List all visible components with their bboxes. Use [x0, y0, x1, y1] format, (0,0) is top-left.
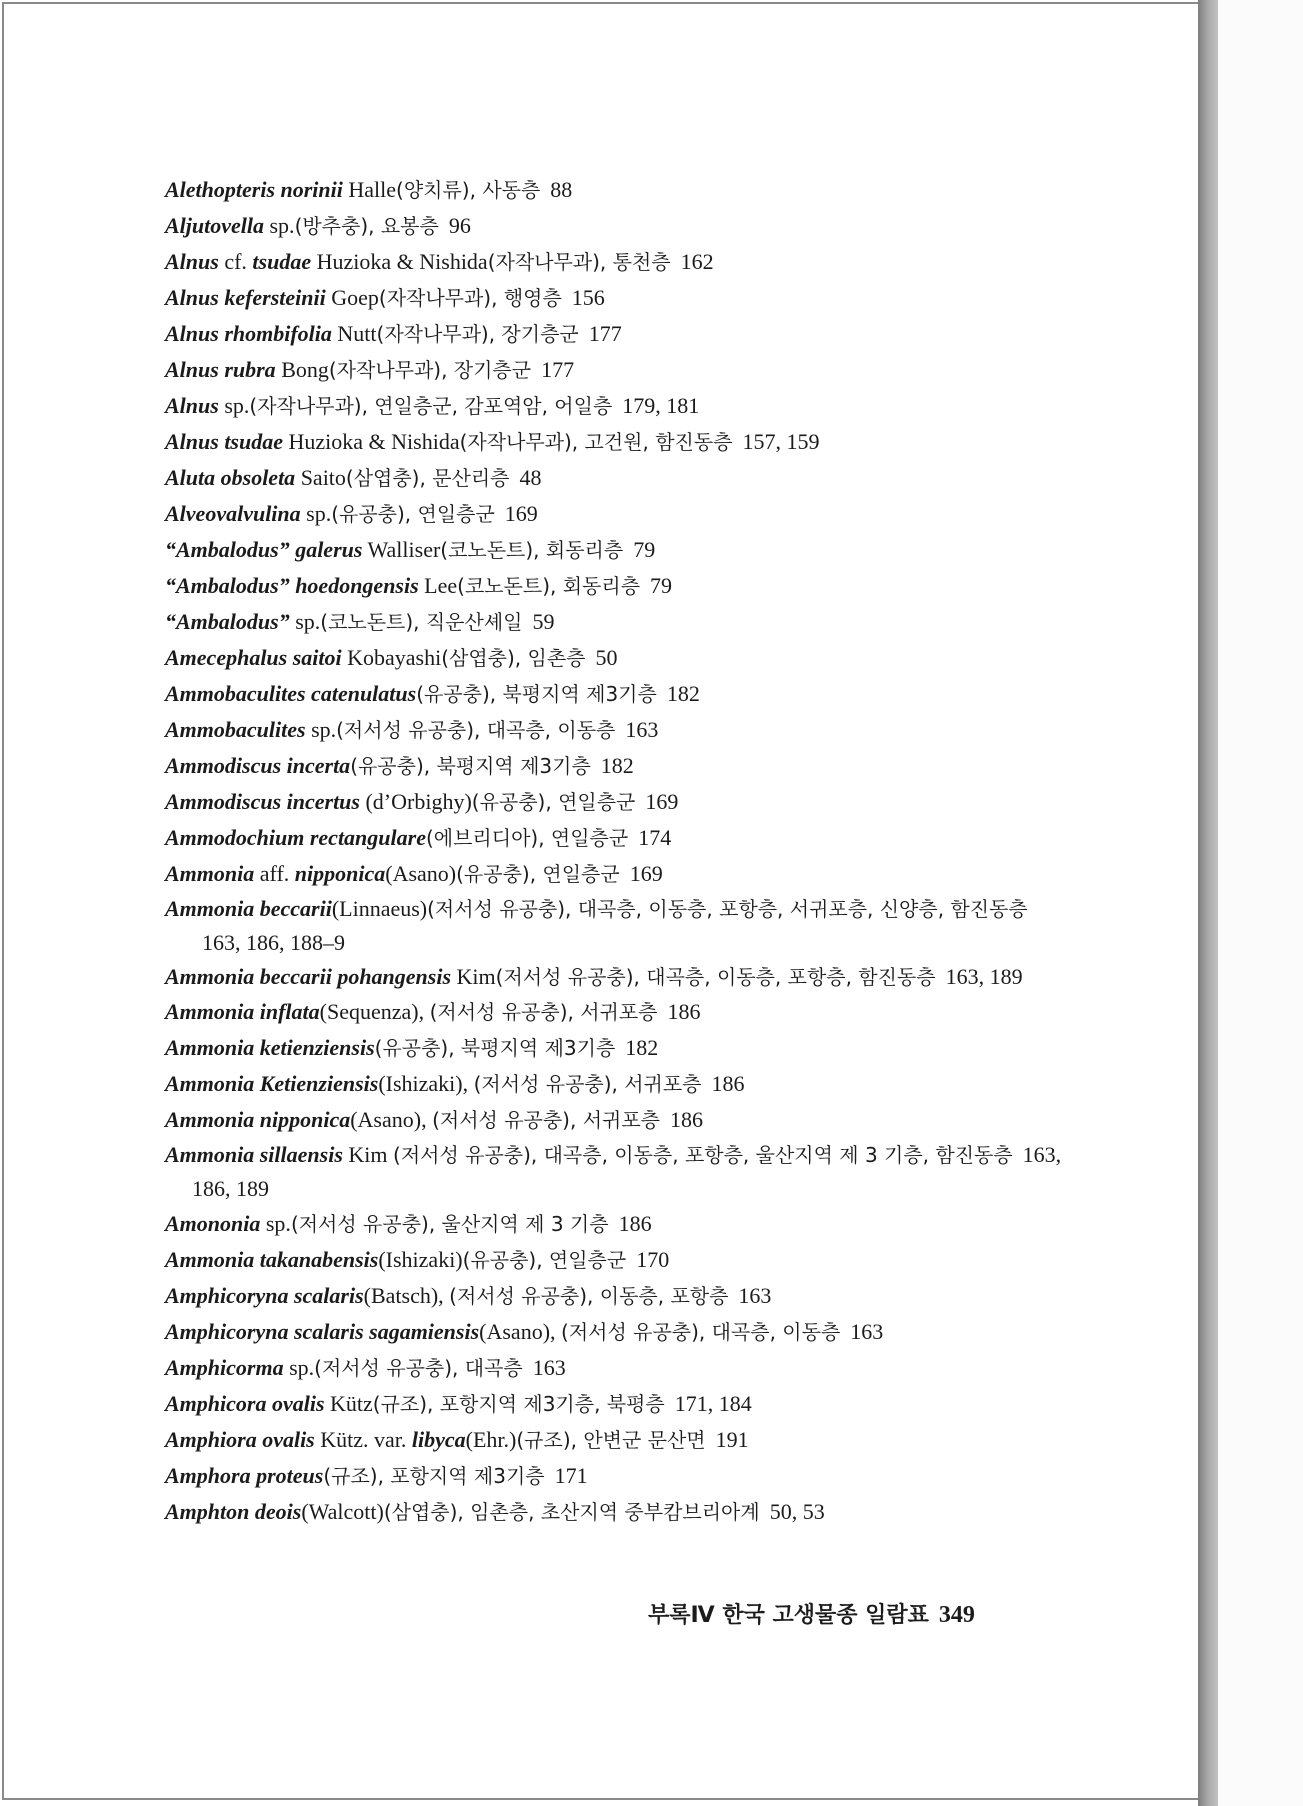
species-name: Aljutovella [165, 213, 264, 238]
page-refs: 79 [650, 573, 673, 598]
index-entry [165, 460, 1070, 496]
description: (자작나무과), 고건원, 함진동층 [459, 430, 733, 454]
description: (규조), 포항지역 제3기층, 북평층 [372, 1392, 665, 1416]
author: cf. [218, 249, 253, 274]
description: (저서성 유공충), 대곡층, 이동층, 포항층, 함진동층 [495, 965, 936, 989]
index-entry [165, 784, 1070, 820]
author: sp. [300, 501, 332, 526]
index-entry [165, 748, 1070, 784]
page-refs: 48 [519, 465, 542, 490]
author: Goep [325, 285, 379, 310]
page-refs: 179, 181 [622, 393, 700, 418]
index-entry [165, 1278, 1070, 1314]
index-entry [165, 856, 1070, 892]
index-entry [165, 1242, 1070, 1278]
author: (Walcott) [301, 1499, 384, 1524]
species-name: Alnus tsudae [165, 429, 283, 454]
description: (규조), 안변군 문산면 [516, 1428, 706, 1452]
author: Bong [275, 357, 329, 382]
index-entry [165, 424, 1070, 460]
page-margin [1218, 0, 1303, 1806]
index-entry [165, 244, 1070, 280]
page-refs: 169 [504, 501, 538, 526]
author: (d’Orbighy) [359, 789, 472, 814]
page-refs: 186 [667, 999, 701, 1024]
author: Kobayashi [341, 645, 442, 670]
description: (저서성 유공충), 울산지역 제 3 기층 [290, 1212, 609, 1236]
page-refs: 163 [532, 1355, 566, 1380]
author: sp. [218, 393, 250, 418]
description: (자작나무과), 통천층 [487, 250, 671, 274]
page-refs: 170 [636, 1247, 670, 1272]
species-name: Amphiora ovalis [165, 1427, 315, 1452]
index-entry [165, 1314, 1070, 1350]
index-entry [165, 1386, 1070, 1422]
description: (규조), 포항지역 제3기층 [323, 1464, 545, 1488]
author: (Asano), [479, 1319, 562, 1344]
species-name-secondary: nipponica [294, 861, 386, 886]
species-name: Alnus [165, 249, 219, 274]
species-name: Alnus rubra [165, 357, 276, 382]
description: (유공충), 연일층군 [331, 502, 495, 526]
species-name: Amphicorma [165, 1355, 284, 1380]
page-refs: 171, 184 [674, 1391, 752, 1416]
species-name: Aluta obsoleta [165, 465, 296, 490]
author: sp. [289, 609, 321, 634]
author: sp. [305, 717, 337, 742]
page-refs: 50, 53 [769, 1499, 825, 1524]
page-refs: 182 [625, 1035, 659, 1060]
description: (저서성 유공충), 대곡층, 이동층 [561, 1320, 841, 1344]
author: Saito [295, 465, 346, 490]
page-refs: 182 [600, 753, 634, 778]
index-entry [165, 994, 1070, 1030]
species-name: Ammodiscus incertus [165, 789, 360, 814]
species-name-secondary: tsudae [252, 249, 312, 274]
index-entry [165, 1350, 1070, 1386]
description: (저서성 유공충), 서귀포층 [432, 1108, 660, 1132]
author: Kim [451, 964, 496, 989]
author: (Asano), [350, 1107, 433, 1132]
index-entry [165, 1102, 1070, 1138]
description: (삼엽충), 문산리층 [345, 466, 510, 490]
species-name: Amecephalus saitoi [165, 645, 342, 670]
description: (유공충), 북평지역 제3기층 [416, 682, 657, 706]
index-entry [165, 388, 1070, 424]
author: Lee [418, 573, 458, 598]
description: (유공충), 연일층군 [462, 1248, 627, 1272]
author: (Sequenza), [319, 999, 430, 1024]
index-entry [165, 1422, 1070, 1458]
description: (저서성 유공충), 대곡층, 이동층, 포항층, 울산지역 제 3 기층, 함진동층 [393, 1143, 1013, 1167]
species-name: Ammodiscus incerta [165, 753, 351, 778]
page-refs: 186 [711, 1071, 745, 1096]
index-entry [165, 172, 1070, 208]
species-name: Ammobaculites [165, 717, 306, 742]
page-refs: 162 [680, 249, 714, 274]
species-name: “Ambalodus” hoedongensis [165, 573, 419, 598]
species-name: Alnus [165, 393, 219, 418]
index-entry [165, 280, 1070, 316]
description: (저서성 유공충), 대곡층 [314, 1356, 523, 1380]
author: (Ishizaki) [378, 1247, 463, 1272]
page-refs: 182 [666, 681, 700, 706]
description: (코노돈트), 회동리층 [440, 538, 624, 562]
description: (저서성 유공충), 서귀포층 [473, 1072, 702, 1096]
index-entry [165, 1206, 1070, 1242]
species-name: Ammonia inflata [165, 999, 320, 1024]
page-refs: 186 [618, 1211, 652, 1236]
species-name: Ammonia beccarii [165, 896, 332, 921]
page-refs: 177 [541, 357, 575, 382]
description: (삼엽충), 임촌층 [441, 646, 586, 670]
description: (삼엽충), 임촌층, 초산지역 중부캄브리아계 [383, 1500, 760, 1524]
description: (유공충), 북평지역 제3기층 [350, 754, 591, 778]
author: Kütz [324, 1391, 373, 1416]
description: (저서성 유공충), 이동층, 포항층 [449, 1284, 729, 1308]
index-entry [165, 352, 1070, 388]
page-refs: 163, 186, 189 [192, 1142, 1062, 1201]
page-refs: 59 [532, 609, 555, 634]
species-index-list [165, 172, 1070, 1530]
page-refs: 157, 159 [742, 429, 820, 454]
index-entry [165, 1494, 1070, 1530]
index-entry [165, 712, 1070, 748]
page-refs: 156 [571, 285, 605, 310]
page-refs: 163, 186, 188–9 [202, 930, 345, 955]
species-name: Alethopteris norinii [165, 177, 343, 202]
description: (저서성 유공충), 서귀포층 [429, 1000, 658, 1024]
species-name: Ammonia beccarii pohangensis [165, 964, 452, 989]
author: Nutt [331, 321, 377, 346]
species-name: Ammonia [165, 861, 255, 886]
species-name: Amphton deois [165, 1499, 302, 1524]
author: sp. [283, 1355, 315, 1380]
description: (양치류), 사동층 [396, 178, 541, 202]
author: Huzioka & Nishida [283, 429, 460, 454]
species-name: Ammobaculites catenulatus [165, 681, 417, 706]
page-refs: 169 [629, 861, 663, 886]
page-refs: 169 [645, 789, 679, 814]
page-footer [648, 1598, 1078, 1629]
index-entry [165, 604, 1070, 640]
author: (Batsch), [363, 1283, 450, 1308]
description: (자작나무과), 장기층군 [328, 358, 532, 382]
index-entry [165, 496, 1070, 532]
page-refs: 174 [638, 825, 672, 850]
index-entry [165, 1138, 1070, 1206]
index-entry [165, 676, 1070, 712]
index-entry [165, 316, 1070, 352]
species-name: “Ambalodus” galerus [165, 537, 363, 562]
species-name: Ammonia sillaensis [165, 1142, 343, 1167]
author: aff. [254, 861, 295, 886]
species-name: Ammonia takanabensis [165, 1247, 379, 1272]
index-entry [165, 1066, 1070, 1102]
author: Kütz. var. [314, 1427, 412, 1452]
page-refs: 163 [625, 717, 659, 742]
description: (유공충), 연일층군 [456, 862, 620, 886]
page-refs: 191 [715, 1427, 749, 1452]
species-name: Alnus kefersteinii [165, 285, 326, 310]
author: Halle [342, 177, 397, 202]
page-refs: 163 [738, 1283, 772, 1308]
description: (유공충), 연일층군 [471, 790, 636, 814]
page-refs: 163, 189 [945, 964, 1023, 989]
species-name: Alnus rhombifolia [165, 321, 332, 346]
author: sp. [260, 1211, 291, 1236]
species-name: Amphicora ovalis [165, 1391, 325, 1416]
index-entry [165, 892, 1070, 960]
author: sp. [264, 213, 295, 238]
description: (에브리디아), 연일층군 [425, 826, 629, 850]
author-secondary: (Asano) [385, 861, 457, 886]
species-name: Ammonia Ketienziensis [165, 1071, 379, 1096]
footer-title: 부록Ⅳ 한국 고생물종 일람표 [648, 1603, 929, 1628]
page-spine [1198, 0, 1220, 1806]
description: (자작나무과), 연일층군, 감포역암, 어일층 [249, 394, 613, 418]
page-refs: 163 [850, 1319, 884, 1344]
page-refs: 50 [595, 645, 618, 670]
species-name: “Ambalodus” [165, 609, 290, 634]
author-secondary: (Ehr.) [465, 1427, 517, 1452]
page-refs: 177 [588, 321, 622, 346]
page-refs: 171 [554, 1463, 588, 1488]
page-number: 349 [938, 1602, 975, 1628]
description: (저서성 유공충), 대곡층, 이동층 [336, 718, 616, 742]
description: (유공충), 북평지역 제3기층 [374, 1036, 616, 1060]
species-name: Alveovalvulina [165, 501, 301, 526]
page-refs: 96 [448, 213, 471, 238]
species-name: Amphora proteus [165, 1463, 324, 1488]
description: (방추충), 요봉층 [294, 214, 439, 238]
page-refs: 88 [550, 177, 573, 202]
page-refs: 186 [669, 1107, 703, 1132]
species-name: Ammonia ketienziensis [165, 1035, 375, 1060]
index-entry [165, 568, 1070, 604]
author: Walliser [362, 537, 441, 562]
species-name-secondary: libyca [411, 1427, 466, 1452]
description: (코노돈트), 회동리층 [457, 574, 641, 598]
index-entry [165, 208, 1070, 244]
index-entry [165, 1030, 1070, 1066]
page-refs: 79 [633, 537, 656, 562]
author: (Linnaeus) [331, 896, 428, 921]
index-entry [165, 532, 1070, 568]
description: (저서성 유공충), 대곡층, 이동층, 포항층, 서귀포층, 신양층, 함진동층 [427, 897, 1028, 921]
species-name: Ammodochium rectangulare [165, 825, 426, 850]
index-entry [165, 820, 1070, 856]
author: Kim [342, 1142, 394, 1167]
description: (자작나무과), 행영층 [378, 286, 562, 310]
species-name: Amphicoryna scalaris [165, 1283, 364, 1308]
species-name: Amphicoryna scalaris sagamiensis [165, 1319, 480, 1344]
description: (자작나무과), 장기층군 [376, 322, 579, 346]
author-secondary: Huzioka & Nishida [311, 249, 488, 274]
author: (Ishizaki), [378, 1071, 474, 1096]
index-entry [165, 1458, 1070, 1494]
index-entry [165, 640, 1070, 676]
species-name: Ammonia nipponica [165, 1107, 351, 1132]
description: (코노돈트), 직운산셰일 [320, 610, 523, 634]
species-name: Amononia [165, 1211, 261, 1236]
index-entry [165, 960, 1070, 994]
